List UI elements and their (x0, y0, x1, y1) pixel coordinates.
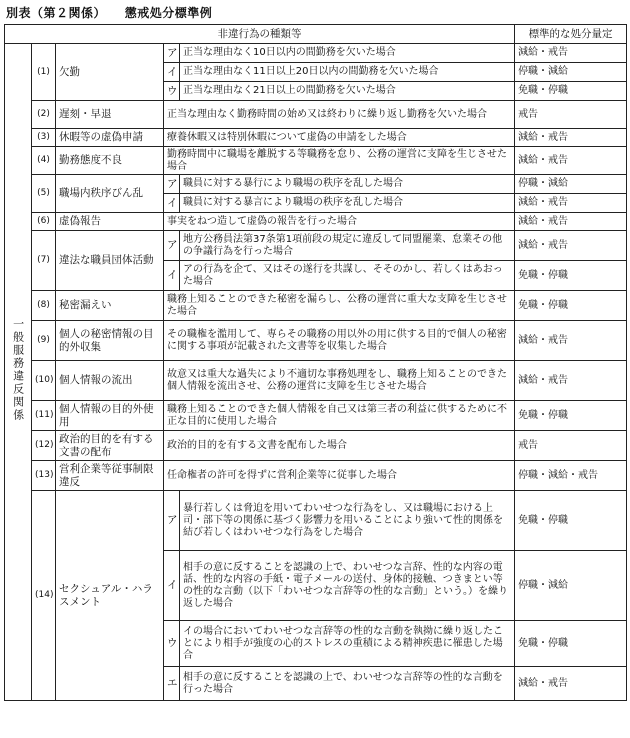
item-penalty: 減給・戒告 (515, 231, 627, 261)
item-penalty: 免職・停職 (515, 82, 627, 101)
item-description: 勤務時間中に職場を離脱する等職務を怠り、公務の運営に支障を生じさせた場合 (164, 147, 515, 175)
item-penalty: 減給・戒告 (515, 667, 627, 701)
item-number: (14) (32, 491, 56, 701)
item-description: 政治的目的を有する文書を配布した場合 (164, 431, 515, 461)
sub-mark: エ (164, 667, 180, 701)
item-description: 療養休暇又は特別休暇について虚偽の申請をした場合 (164, 129, 515, 147)
item-description: 事実をねつ造して虚偽の報告を行った場合 (164, 213, 515, 231)
table-row (5, 321, 627, 361)
item-penalty: 免職・停職 (515, 621, 627, 667)
item-description: 職員に対する暴行により職場の秩序を乱した場合 (180, 175, 515, 194)
item-category: セクシュアル・ハラスメント (56, 491, 164, 701)
table-row (5, 461, 627, 491)
title-prefix: 別表（第２関係） (6, 6, 107, 20)
item-description: イの場合においてわいせつな言辞等の性的な言動を執拗に繰り返したことにより相手が強度の心的ストレスの重積による精神疾患に罹患した場合 (180, 621, 515, 667)
item-description: 正当な理由なく11日以上20日以内の間勤務を欠いた場合 (180, 63, 515, 82)
table-row (5, 291, 627, 321)
item-penalty: 減給・戒告 (515, 213, 627, 231)
item-category: 個人情報の目的外使用 (56, 401, 164, 431)
sub-mark: イ (164, 551, 180, 621)
sub-mark: イ (164, 63, 180, 82)
item-number: (8) (32, 291, 56, 321)
sub-mark: イ (164, 261, 180, 291)
item-penalty: 減給・戒告 (515, 147, 627, 175)
sub-mark: ア (164, 44, 180, 63)
sub-mark: イ (164, 194, 180, 213)
table-row (5, 175, 627, 194)
sub-mark: ウ (164, 621, 180, 667)
table-row (5, 361, 627, 401)
item-description: 正当な理由なく10日以内の間勤務を欠いた場合 (180, 44, 515, 63)
item-penalty: 停職・減給 (515, 551, 627, 621)
item-category: 遅刻・早退 (56, 101, 164, 129)
item-penalty: 減給・戒告 (515, 44, 627, 63)
item-penalty: 戒告 (515, 431, 627, 461)
item-description: 故意又は重大な過失により不適切な事務処理をし、職務上知ることのできた個人情報を流出させ、公務の運営に支障を生じさせた場合 (164, 361, 515, 401)
item-description: アの行為を企て、又はその遂行を共謀し、そそのかし、若しくはあおった場合 (180, 261, 515, 291)
item-category: 職場内秩序びん乱 (56, 175, 164, 213)
sub-mark: ウ (164, 82, 180, 101)
table-row (5, 213, 627, 231)
item-number: (13) (32, 461, 56, 491)
item-category: 個人の秘密情報の目的外収集 (56, 321, 164, 361)
item-penalty: 減給・戒告 (515, 194, 627, 213)
item-category: 個人情報の流出 (56, 361, 164, 401)
item-number: (12) (32, 431, 56, 461)
item-category: 勤務態度不良 (56, 147, 164, 175)
item-penalty: 減給・戒告 (515, 361, 627, 401)
table-row (5, 431, 627, 461)
item-number: (9) (32, 321, 56, 361)
disciplinary-standards-table (4, 24, 627, 701)
table-row (5, 129, 627, 147)
table-row (5, 401, 627, 431)
page-title (6, 4, 212, 21)
item-penalty: 免職・停職 (515, 491, 627, 551)
item-description: 正当な理由なく21日以上の間勤務を欠いた場合 (180, 82, 515, 101)
item-number: (10) (32, 361, 56, 401)
title-main: 懲戒処分標準例 (124, 6, 213, 20)
item-number: (11) (32, 401, 56, 431)
item-penalty: 停職・減給 (515, 63, 627, 82)
item-description: 相手の意に反することを認識の上で、わいせつな言辞等の性的な言動を行った場合 (180, 667, 515, 701)
table-row (5, 101, 627, 129)
item-penalty: 免職・停職 (515, 401, 627, 431)
group-cell (5, 44, 32, 701)
item-description: その職権を濫用して、専らその職務の用以外の用に供する目的で個人の秘密に関する事項が記載された文書等を収集した場合 (164, 321, 515, 361)
item-penalty: 停職・減給・戒告 (515, 461, 627, 491)
item-penalty: 免職・停職 (515, 261, 627, 291)
sub-mark: ア (164, 231, 180, 261)
table-row (5, 44, 627, 63)
item-number: (3) (32, 129, 56, 147)
item-description: 相手の意に反することを認識の上で、わいせつな言辞、性的な内容の電話、性的な内容の手紙・電子メールの送付、身体的接触、つきまとい等の性的な言動（以下「わいせつな言辞等の性的な言動」という。）を繰り返した場合 (180, 551, 515, 621)
item-description: 正当な理由なく勤務時間の始め又は終わりに繰り返し勤務を欠いた場合 (164, 101, 515, 129)
item-penalty: 免職・停職 (515, 291, 627, 321)
item-number: (2) (32, 101, 56, 129)
table-row (5, 231, 627, 261)
table-header-row (5, 25, 627, 44)
item-number: (1) (32, 44, 56, 101)
item-description: 任命権者の許可を得ずに営利企業等に従事した場合 (164, 461, 515, 491)
item-penalty: 減給・戒告 (515, 129, 627, 147)
item-category: 違法な職員団体活動 (56, 231, 164, 291)
table-row (5, 491, 627, 551)
item-number: (4) (32, 147, 56, 175)
group-label: 一般服務違反関係 (11, 318, 25, 422)
item-category: 政治的目的を有する文書の配布 (56, 431, 164, 461)
item-description: 職務上知ることのできた個人情報を自己又は第三者の利益に供するために不正な目的に使用した場合 (164, 401, 515, 431)
item-number: (7) (32, 231, 56, 291)
item-category: 秘密漏えい (56, 291, 164, 321)
item-category: 虚偽報告 (56, 213, 164, 231)
item-description: 暴行若しくは脅迫を用いてわいせつな行為をし、又は職場における上司・部下等の関係に基づく影響力を用いることにより強いて性的関係を結び若しくはわいせつな行為をした場合 (180, 491, 515, 551)
item-category: 休暇等の虚偽申請 (56, 129, 164, 147)
item-category: 欠勤 (56, 44, 164, 101)
item-category: 営利企業等従事制限違反 (56, 461, 164, 491)
header-act: 非違行為の種類等 (5, 25, 515, 44)
item-number: (6) (32, 213, 56, 231)
item-penalty: 停職・減給 (515, 175, 627, 194)
sub-mark: ア (164, 175, 180, 194)
header-penalty: 標準的な処分量定 (515, 25, 627, 44)
item-number: (5) (32, 175, 56, 213)
item-penalty: 減給・戒告 (515, 321, 627, 361)
item-description: 地方公務員法第37条第1項前段の規定に違反して同盟罷業、怠業その他の争議行為を行った場合 (180, 231, 515, 261)
table-row (5, 147, 627, 175)
item-description: 職員に対する暴言により職場の秩序を乱した場合 (180, 194, 515, 213)
item-description: 職務上知ることのできた秘密を漏らし、公務の運営に重大な支障を生じさせた場合 (164, 291, 515, 321)
sub-mark: ア (164, 491, 180, 551)
item-penalty: 戒告 (515, 101, 627, 129)
